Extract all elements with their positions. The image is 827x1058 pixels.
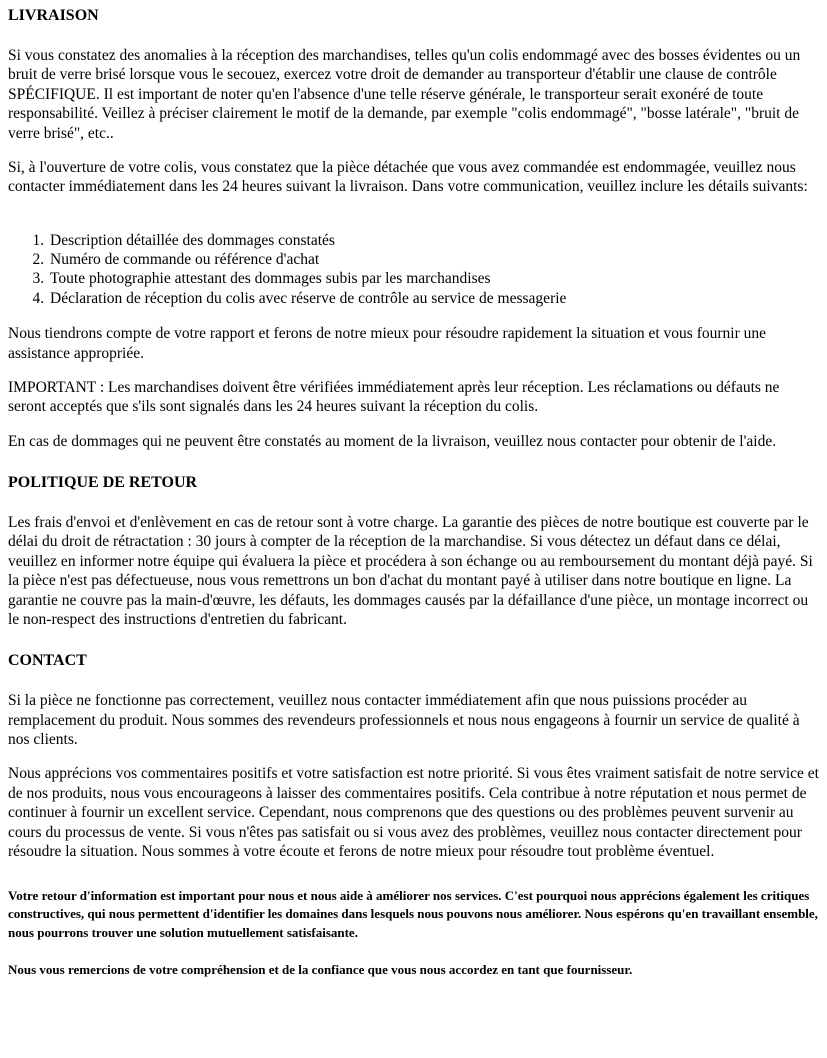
list-item-declaration-reception: 4. Déclaration de réception du colis avec réserve de contrôle au service de messagerie xyxy=(48,289,820,308)
list-item-numero-commande: 2. Numéro de commande ou référence d'achat xyxy=(48,250,820,269)
livraison-paragraph-important: IMPORTANT : Les marchandises doivent être vérifiées immédiatement après leur réception. Les réclamations ou défauts ne seront acceptés que s'ils sont signalés dans les 24 heures suivant la réception du colis. xyxy=(8,378,780,416)
section-heading-livraison: LIVRAISON xyxy=(8,7,99,24)
livraison-paragraph-anomalies: Si vous constatez des anomalies à la réception des marchandises, telles qu'un colis endommagé avec des bosses évidentes ou un bruit de verre brisé lorsque vous le secouez, exercez votre droit de demander au transporteur d'établir une clause de contrôle SPÉCIFIQUE. Il est important de noter qu'en l'absence d'une telle réserve générale, le transporteur serait exonéré de toute responsabilité. Veillez à préciser clairement le motif de la demande, par exemple "colis endommagé", "bosse latérale", "bruit de verre brisé", etc.. xyxy=(8,47,801,142)
livraison-paragraph-rapport: Nous tiendrons compte de votre rapport et ferons de notre mieux pour résoudre rapidement la situation et vous fournir une assistance appropriée. xyxy=(8,325,766,362)
contact-footnote-retour-information: Votre retour d'information est important pour nous et nous aide à améliorer nos services. C'est pourquoi nous apprécions également les critiques constructives, qui nous permettent d'identifier les domaines dans lesquels nous pouvons nous améliorer. Nous espérons qu'en travaillant ensemble, nous pourrons trouver une solution mutuellement satisfaisante. xyxy=(8,888,818,940)
section-heading-politique-de-retour: POLITIQUE DE RETOUR xyxy=(8,474,198,491)
contact-footnote-remerciements: Nous vous remercions de votre compréhension et de la confiance que vous nous accordez en tant que fournisseur. xyxy=(8,961,633,977)
livraison-paragraph-dommages-caches: En cas de dommages qui ne peuvent être constatés au moment de la livraison, veuillez nous contacter pour obtenir de l'aide. xyxy=(8,432,777,450)
section-heading-contact: CONTACT xyxy=(8,652,87,670)
list-item-photographie: 3. Toute photographie attestant des dommages subis par les marchandises xyxy=(48,269,820,288)
damage-details-list xyxy=(8,231,820,309)
contact-paragraph-remplacement: Si la pièce ne fonctionne pas correctement, veuillez nous contacter immédiatement afin que nous puissions procéder au remplacement du produit. Nous sommes des revendeurs professionnels et nous nous engageons à fournir un service de qualité à nos clients. xyxy=(8,692,800,748)
policy-document xyxy=(8,6,820,979)
list-item-description-dommages: 1. Description détaillée des dommages constatés xyxy=(48,231,820,250)
contact-paragraph-commentaires: Nous apprécions vos commentaires positifs et votre satisfaction est notre priorité. Si vous êtes vraiment satisfait de notre service et de nos produits, nous vous encourageons à laisser des commentaires positifs. Cela contribue à notre réputation et nous permet de continuer à fournir un excellent service. Cependant, nous comprenons que des questions ou des problèmes peuvent survenir au cours du processus de vente. Si vous n'êtes pas satisfait ou si vous avez des problèmes, veuillez nous contacter directement pour résoudre la situation. Nous sommes à votre écoute et ferons de notre mieux pour résoudre tout problème éventuel. xyxy=(8,765,819,860)
retour-paragraph-frais-garantie: Les frais d'envoi et d'enlèvement en cas de retour sont à votre charge. La garantie des pièces de notre boutique est couverte par le délai du droit de rétractation : 30 jours à compter de la réception de la marchandise. Si vous détectez un défaut dans ce délai, veuillez en informer notre équipe qui évaluera la pièce et procédera à son échange ou au remboursement du montant déjà payé. Si la pièce n'est pas défectueuse, nous vous remettrons un bon d'achat du montant payé à utiliser dans notre boutique en ligne. La garantie ne couvre pas la main-d'œuvre, les défauts, les dommages causés par la défaillance d'une pièce, un montage incorrect ou le non-respect des instructions d'entretien du fabricant. xyxy=(8,514,813,628)
livraison-paragraph-ouverture-colis: Si, à l'ouverture de votre colis, vous constatez que la pièce détachée que vous avez commandée est endommagée, veuillez nous contacter immédiatement dans les 24 heures suivant la livraison. Dans votre communication, veuillez inclure les détails suivants: xyxy=(8,158,808,196)
